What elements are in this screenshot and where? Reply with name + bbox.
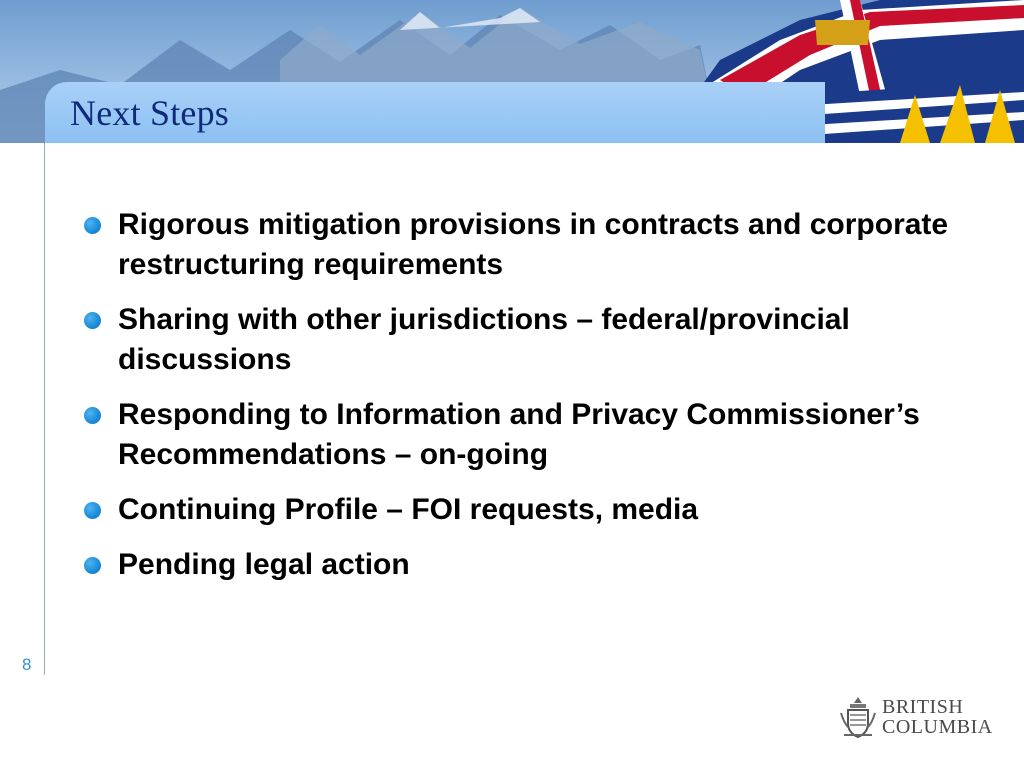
bullet-list — [82, 205, 982, 600]
bullet-item — [82, 300, 982, 380]
slide-number: 8 — [22, 655, 32, 674]
logo-line-1: BRITISH — [882, 696, 964, 718]
bullet-text: Sharing with other jurisdictions – federal/provincial discussions — [118, 303, 850, 376]
bullet-item — [82, 490, 982, 530]
bullet-text: Pending legal action — [118, 548, 410, 581]
bullet-item — [82, 205, 982, 285]
bc-crest-icon — [838, 695, 878, 739]
bullet-text: Responding to Information and Privacy Commissioner’s Recommendations – on-going — [118, 398, 920, 471]
bullet-item — [82, 395, 982, 475]
bc-logo-text — [882, 697, 993, 737]
bullet-icon — [84, 217, 101, 234]
bullet-text: Rigorous mitigation provisions in contracts and corporate restructuring requirements — [118, 208, 949, 281]
bullet-icon — [84, 502, 101, 519]
bullet-icon — [84, 407, 101, 424]
bullet-item — [82, 545, 982, 585]
bullet-icon — [84, 312, 101, 329]
slide-title: Next Steps — [70, 93, 229, 133]
logo-line-2: COLUMBIA — [882, 716, 993, 738]
bc-logo — [838, 695, 993, 743]
left-divider — [44, 143, 45, 675]
bullet-text: Continuing Profile – FOI requests, media — [118, 493, 699, 526]
bullet-icon — [84, 557, 101, 574]
